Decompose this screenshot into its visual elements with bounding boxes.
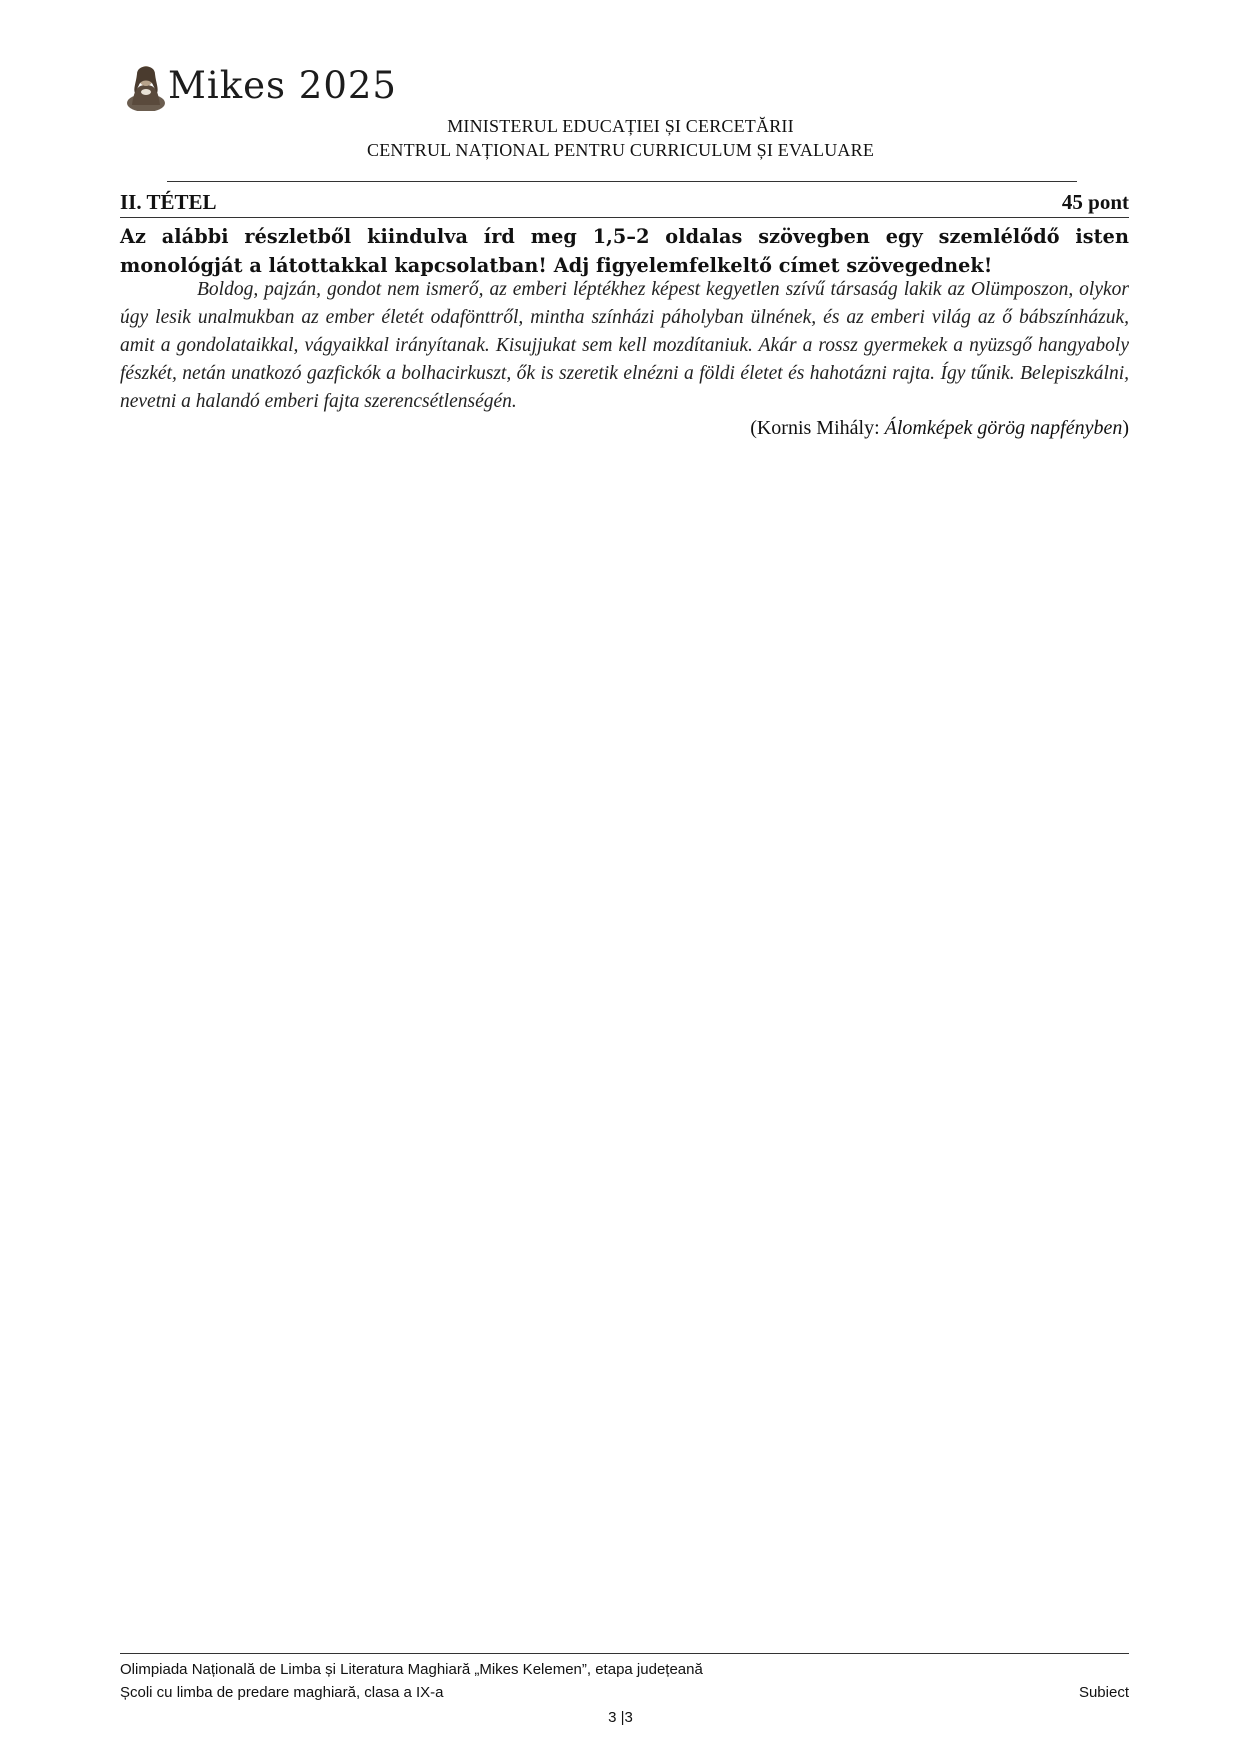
footer-row [120, 1684, 1129, 1701]
mikes-logo [126, 58, 397, 112]
footer-divider [120, 1653, 1129, 1654]
center-name: CENTRUL NAȚIONAL PENTRU CURRICULUM ȘI EVALUARE [366, 140, 875, 160]
section-header [120, 190, 1129, 218]
section-title: II. TÉTEL [120, 190, 217, 214]
excerpt-text: Boldog, pajzán, gondot nem ismerő, az emberi léptékhez képest kegyetlen szívű társaság lakik az Olümposzon, olykor úgy lesik unalmukban az ember életét odafönttről, mintha színházi páholyban ülnének, és az emberi világ az ő bábszínházuk, amit a gondolataikkal, vágyaikkal irányítanak. Kisujjukat sem kell mozdítaniuk. Akár a rossz gyermekek a nyüzsgő hangyaboly fészkét, netán unatkozó gazfickók a bolhacirkuszt, ők is szeretik elnézni a földi életet és hahotázni rajta. Így tűnik. Belepiszkálni, nevetni a halandó emberi fajta szerencsétlenségén. [120, 279, 1129, 412]
task-instruction: Az alábbi részletből kiindulva írd meg 1,5–2 oldalas szövegben egy szemlélődő isten monológját a látottakkal kapcsolatban! Adj figyelemfelkeltő címet szövegednek! [120, 225, 1129, 277]
section-points: 45 pont [1061, 190, 1129, 214]
footer-subject-label: Subiect [1078, 1684, 1129, 1701]
excerpt-citation [750, 417, 1129, 440]
citation-author: (Kornis Mihály: [750, 417, 885, 439]
portrait-icon [126, 59, 166, 111]
ministry-name: MINISTERUL EDUCAȚIEI ȘI CERCETĂRII [447, 116, 794, 136]
header-divider [167, 181, 1077, 182]
citation-close: ) [1122, 417, 1129, 439]
logo-text: Mikes 2025 [168, 63, 397, 107]
page-number: 3 |3 [608, 1709, 633, 1726]
citation-work: Álomképek görög napfényben [884, 417, 1123, 439]
footer-olympiad: Olimpiada Națională de Limba și Literatura Maghiară „Mikes Kelemen”, etapa județeană [120, 1661, 703, 1678]
footer-schools: Școli cu limba de predare maghiară, clasa a IX-a [120, 1684, 444, 1701]
